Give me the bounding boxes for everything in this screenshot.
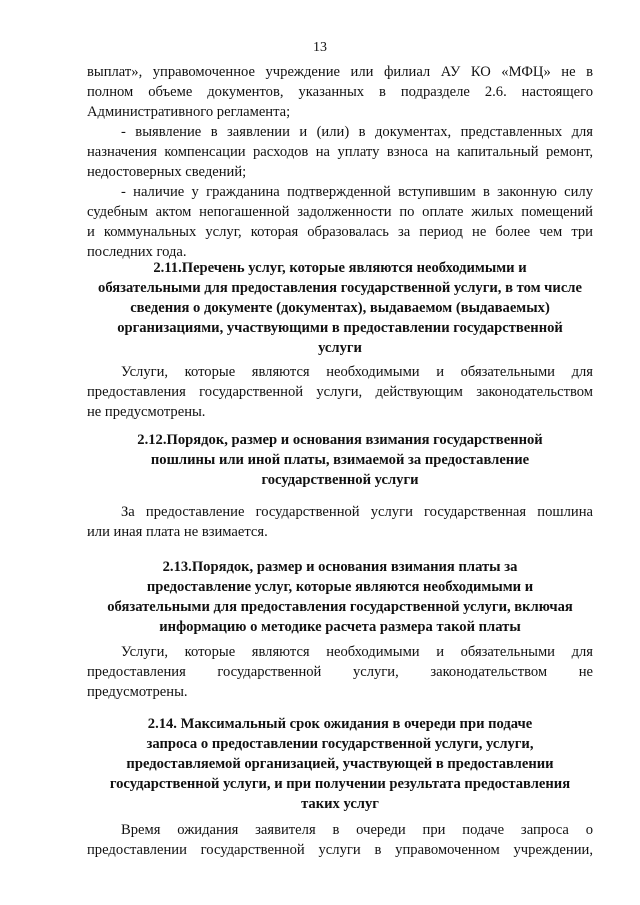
- section-2-12-body: [87, 502, 593, 542]
- heading-line: организациями, участвующими в предоставлении государственной: [117, 320, 563, 336]
- heading-line: предоставляемой организацией, участвующей в предоставлении: [126, 756, 554, 772]
- text-line: последних года.: [87, 244, 187, 260]
- section-2-12-heading: [87, 430, 593, 490]
- section-2-14-heading: [87, 714, 593, 814]
- heading-line: 2.14. Максимальный срок ожидания в очереди при подаче: [147, 716, 533, 732]
- text-line: недостоверных сведений;: [87, 164, 247, 180]
- text-line: выплат», управомоченное учреждение или филиал АУ КО «МФЦ» не в: [87, 64, 593, 80]
- section-2-14-body: [87, 820, 593, 860]
- text-line: предоставления государственной услуги, законодательством не: [87, 664, 593, 680]
- heading-line: государственной услуги: [261, 472, 419, 488]
- text-line: Административного регламента;: [87, 104, 291, 120]
- text-line: Услуги, которые являются необходимыми и обязательными для: [121, 644, 593, 660]
- intro-paragraphs: [87, 62, 593, 262]
- text-line: назначения компенсации расходов на уплату взноса на капитальный ремонт,: [87, 144, 593, 160]
- heading-line: 2.12.Порядок, размер и основания взимания государственной: [137, 432, 543, 448]
- heading-line: сведения о документе (документах), выдаваемом (выдаваемых): [130, 300, 550, 316]
- text-line: полном объеме документов, указанных в подразделе 2.6. настоящего: [87, 84, 593, 100]
- heading-line: предоставление услуг, которые являются необходимыми и: [146, 579, 534, 595]
- text-line: и коммунальных услуг, которая образовалась за период не более чем три: [87, 224, 593, 240]
- text-line: или иная плата не взимается.: [87, 524, 268, 540]
- text-line: предоставлении государственной услуги в управомоченном учреждении,: [87, 842, 593, 858]
- heading-line: государственной услуги, и при получении результата предоставления: [109, 776, 571, 792]
- heading-line: обязательными для предоставления государственной услуги, в том числе: [98, 280, 582, 296]
- heading-line: таких услуг: [301, 796, 379, 812]
- text-line: предоставления государственной услуги, действующим законодательством: [87, 384, 593, 400]
- heading-line: обязательными для предоставления государственной услуги, включая: [107, 599, 573, 615]
- section-2-13-body: [87, 642, 593, 702]
- section-2-11-heading: [87, 258, 593, 358]
- text-line: предусмотрены.: [87, 684, 188, 700]
- heading-line: информацию о методике расчета размера такой платы: [159, 619, 521, 635]
- text-line: Время ожидания заявителя в очереди при подаче запроса о: [121, 822, 593, 838]
- text-line: не предусмотрены.: [87, 404, 206, 420]
- page-number: 13: [313, 40, 327, 55]
- section-2-11-body: [87, 362, 593, 422]
- section-2-13-heading: [87, 557, 593, 637]
- heading-line: запроса о предоставлении государственной услуги, услуги,: [146, 736, 534, 752]
- text-line: судебным актом непогашенной задолженности по оплате жилых помещений: [87, 204, 593, 220]
- text-line: Услуги, которые являются необходимыми и обязательными для: [121, 364, 593, 380]
- text-line: - выявление в заявлении и (или) в документах, представленных для: [121, 124, 593, 140]
- text-line: За предоставление государственной услуги государственная пошлина: [121, 504, 593, 520]
- heading-line: 2.13.Порядок, размер и основания взимания платы за: [162, 559, 518, 575]
- heading-line: услуги: [318, 340, 362, 356]
- text-line: - наличие у гражданина подтвержденной вступившим в законную силу: [121, 184, 593, 200]
- heading-line: пошлины или иной платы, взимаемой за предоставление: [150, 452, 530, 468]
- heading-line: 2.11.Перечень услуг, которые являются необходимыми и: [153, 260, 527, 276]
